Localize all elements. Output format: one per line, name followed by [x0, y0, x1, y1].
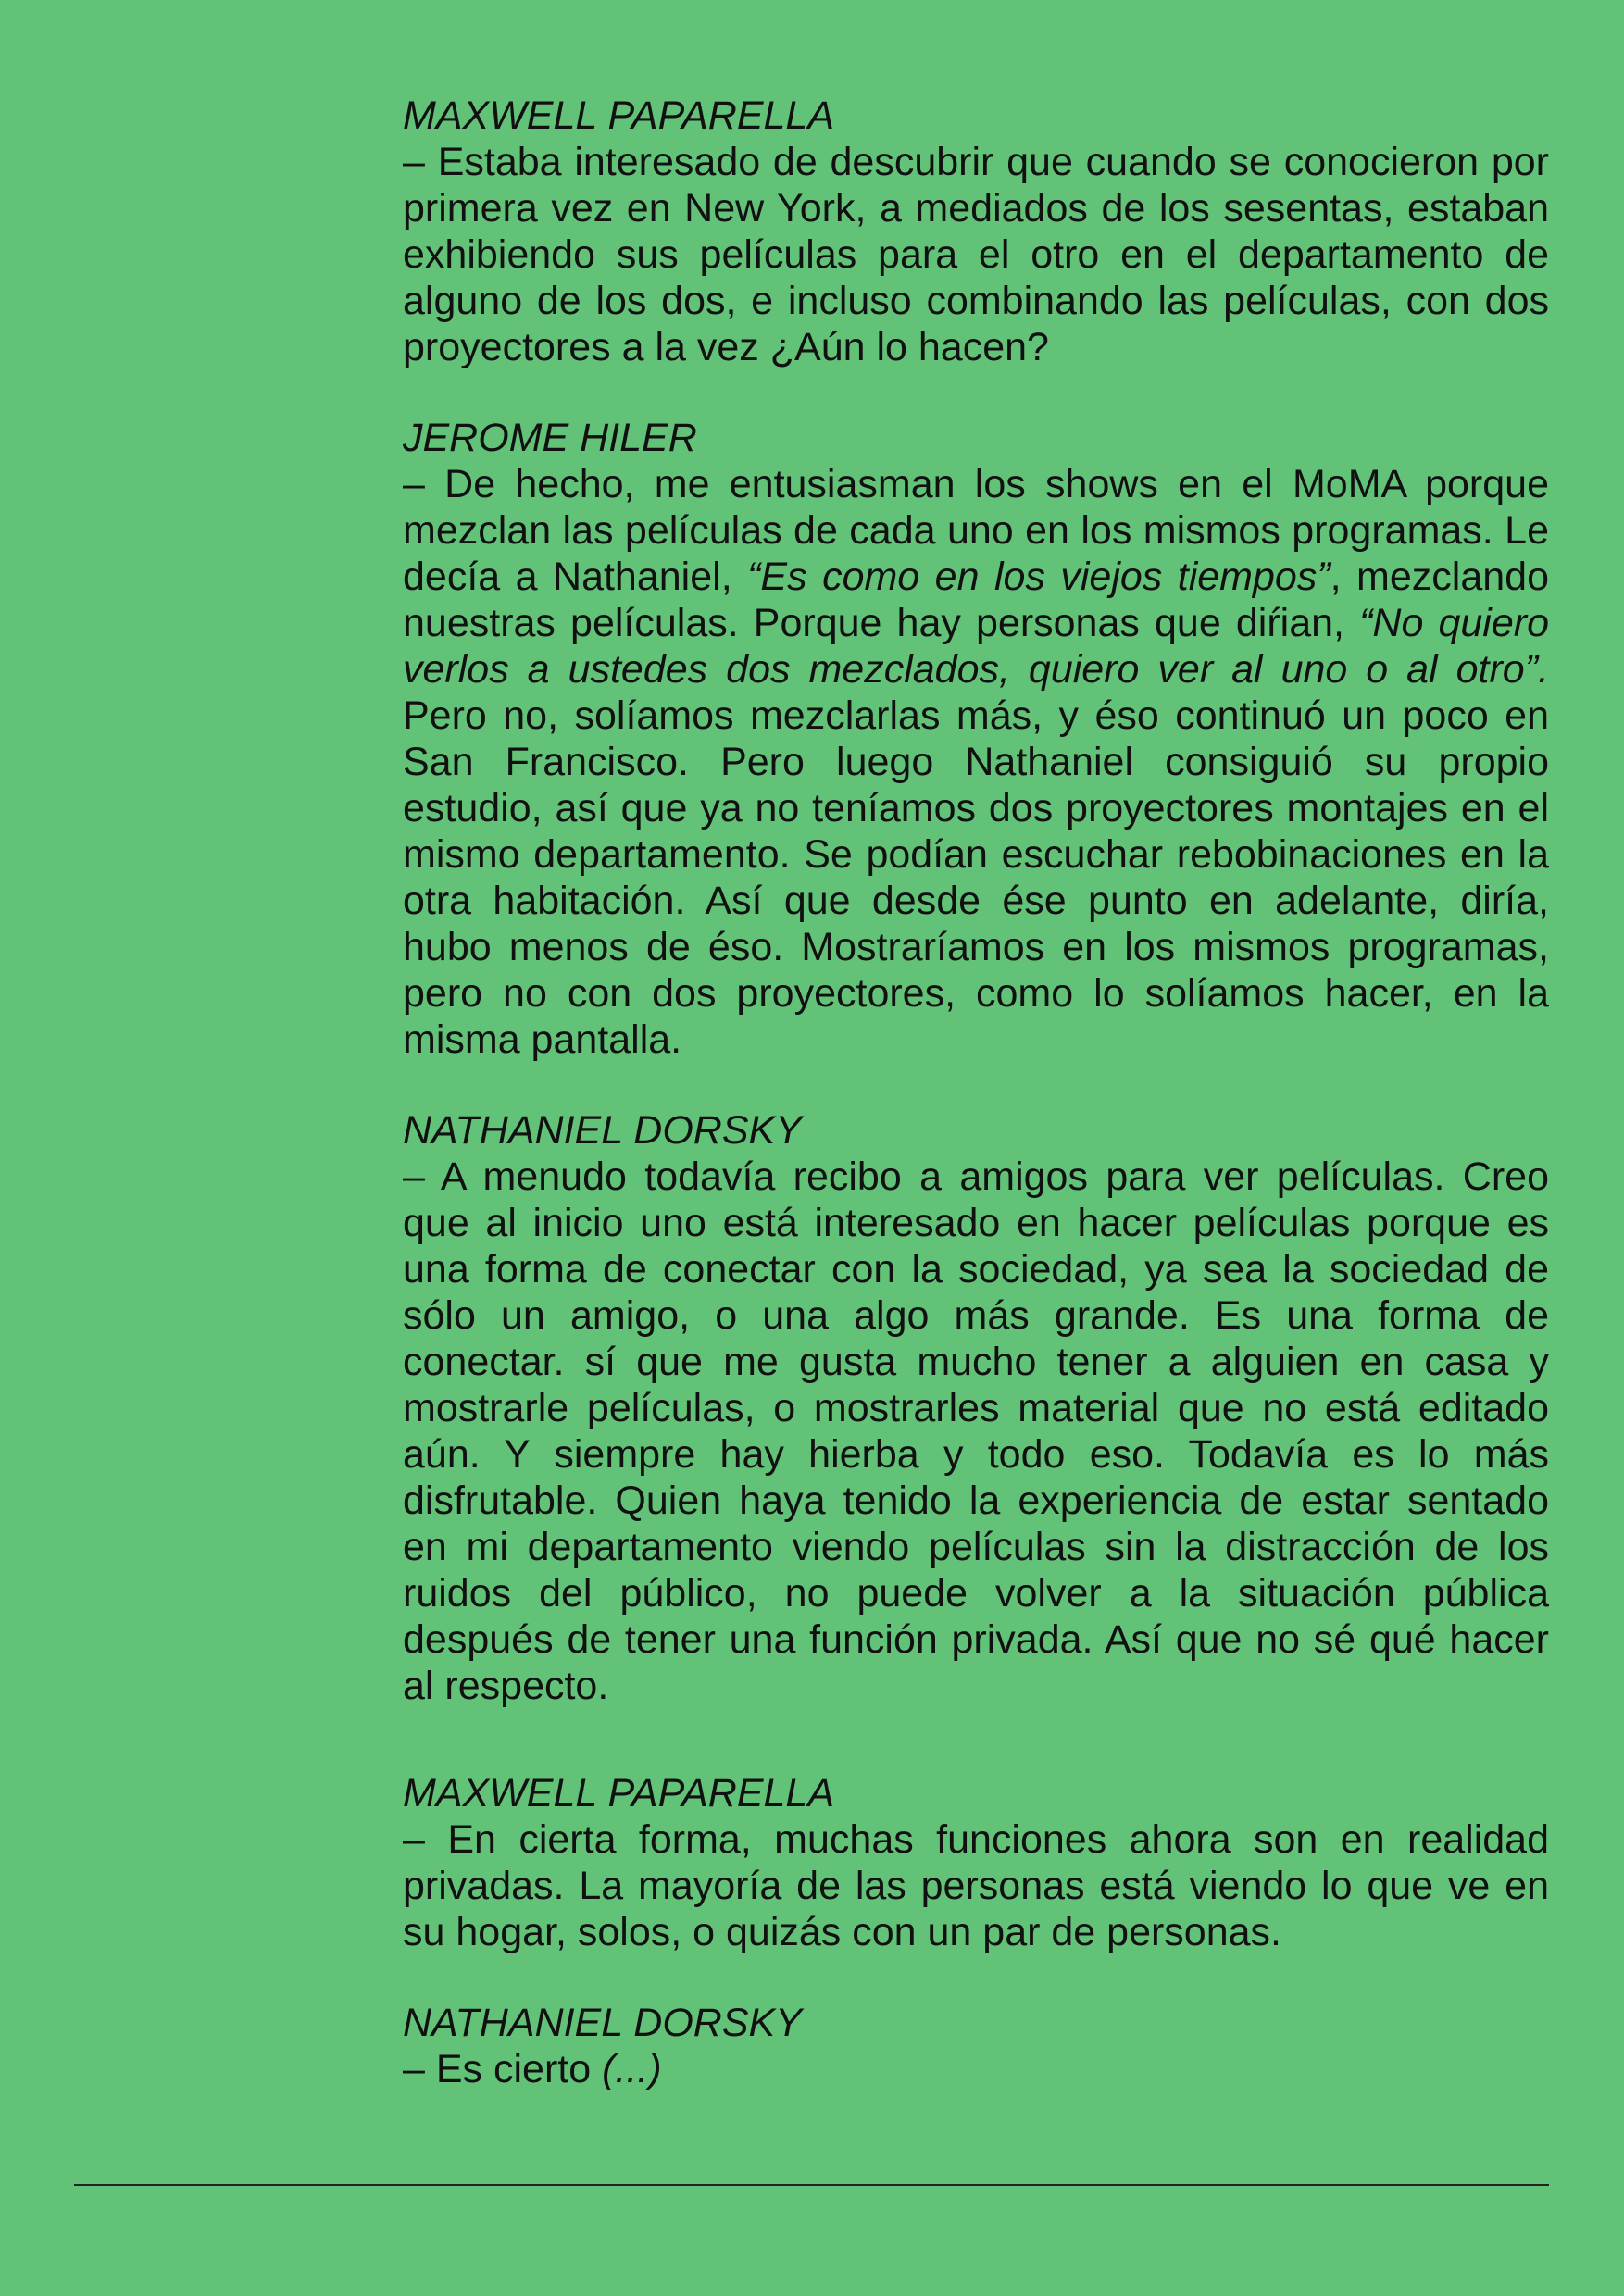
dialogue-text — [403, 1816, 1549, 1955]
dialogue-text — [403, 461, 1549, 1063]
speaker-name: MAXWELL PAPARELLA — [403, 1771, 835, 1816]
text-run: Pero no, solíamos mezclarlas más, y éso continuó un poco en San Francisco. Pero luego Nathaniel consiguió su propio estudio, así que ya no teníamos dos proyectores montajes en el mismo departamento. Se podían escuchar rebobinaciones en la otra habitación. Así que desde ése punto en adelante, diría, hubo menos de éso. Mostraríamos en los mismos programas, pero no con dos proyectores, como lo solíamos hacer, en la misma pantalla. — [403, 693, 1549, 1062]
speaker-name: NATHANIEL DORSKY — [403, 2001, 802, 2045]
text-run: – A menudo todavía recibo a amigos para ver películas. Creo que al inicio uno está interesado en hacer películas porque es una forma de conectar con la sociedad, ya sea la sociedad de sólo un amigo, o una algo más grande. Es una forma de conectar. sí que me gusta mucho tener a alguien en casa y mostrarle películas, o mostrarles material que no está editado aún. Y siempre hay hierba y todo eso. Todavía es lo más disfrutable. Quien haya tenido la experiencia de estar sentado en mi departamento viendo películas sin la distracción de los ruidos del público, no puede volver a la situación pública después de tener una función privada. Así que no sé qué hacer al respecto. — [403, 1154, 1549, 1708]
dialogue-block-1 — [403, 93, 1549, 370]
text-run: – En cierta forma, muchas funciones ahora son en realidad privadas. La mayoría de las personas está viendo lo que ve en su hogar, solos, o quizás con un par de personas. — [403, 1817, 1549, 1954]
text-run: – De hecho, me entusiasman los shows en el MoMA porque mezclan las películas de cada uno en los mismos programas. Le decía a Nathaniel, — [403, 462, 1549, 599]
speaker-name: MAXWELL PAPARELLA — [403, 94, 835, 138]
dialogue-block-2 — [403, 415, 1549, 1063]
speaker-name: JEROME HILER — [403, 416, 697, 460]
text-run: – Estaba interesado de descubrir que cuando se conocieron por primera vez en New York, a mediados de los sesentas, estaban exhibiendo sus películas para el otro en el departamento de alguno de los dos, e incluso combinando las películas, con dos proyectores a la vez ¿Aún lo hacen? — [403, 140, 1549, 369]
text-run: – Es cierto — [403, 2047, 603, 2091]
dialogue-block-3 — [403, 1107, 1549, 1709]
dialogue-text — [403, 139, 1549, 370]
dialogue-text — [403, 1154, 1549, 1709]
quote-italic: “No quiero verlos a ustedes dos mezclados, quiero ver al uno o al otro”. — [403, 601, 1550, 692]
ellipsis-italic: (...) — [602, 2047, 662, 2091]
quote-italic: “Es como en los viejos tiempos” — [747, 555, 1330, 599]
dialogue-text — [403, 2046, 1549, 2092]
interview-column — [403, 93, 1549, 2137]
dialogue-block-4 — [403, 1770, 1549, 1955]
dialogue-block-5 — [403, 2000, 1549, 2092]
speaker-name: NATHANIEL DORSKY — [403, 1108, 802, 1153]
bottom-divider — [74, 2184, 1549, 2186]
text-run: , mezclando nuestras películas. Porque hay personas que diŕian, — [403, 555, 1550, 645]
